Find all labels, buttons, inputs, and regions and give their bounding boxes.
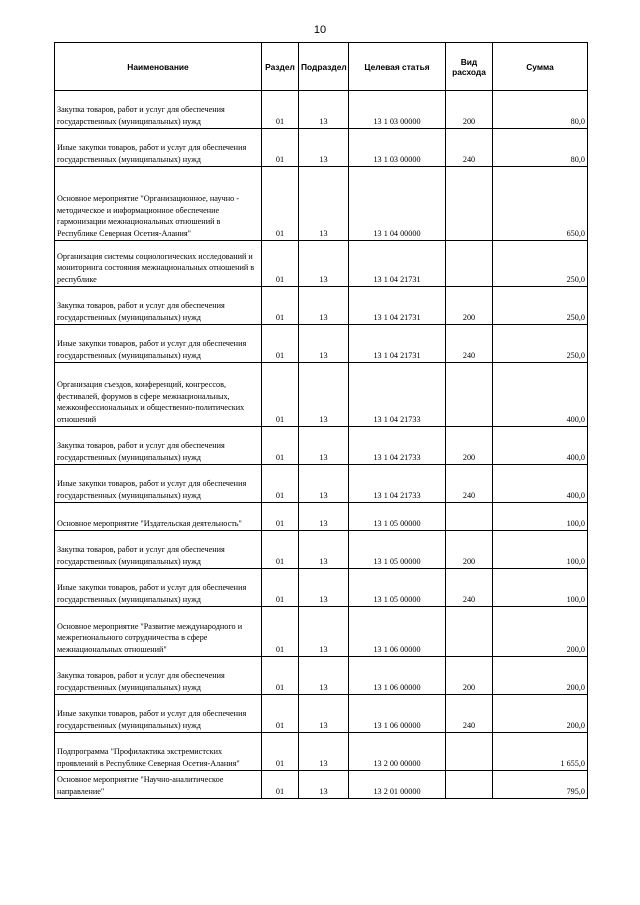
table-cell-section: 01 bbox=[262, 657, 299, 695]
table-row bbox=[55, 465, 588, 503]
table-cell-section: 01 bbox=[262, 91, 299, 129]
table-cell-name: Закупка товаров, работ и услуг для обеспечения государственных (муниципальных) нужд bbox=[55, 427, 262, 465]
table-cell-subsection: 13 bbox=[299, 287, 349, 325]
table-cell-section: 01 bbox=[262, 167, 299, 241]
table-row bbox=[55, 129, 588, 167]
table-cell-section: 01 bbox=[262, 129, 299, 167]
table-cell-expense-type: 200 bbox=[446, 427, 493, 465]
table-cell-amount: 200,0 bbox=[493, 607, 588, 657]
table-cell-target: 13 1 05 00000 bbox=[349, 503, 446, 531]
table-cell-name: Основное мероприятие "Развитие международного и межрегионального сотрудничества в сфере межнациональных отношений" bbox=[55, 607, 262, 657]
table-cell-name: Закупка товаров, работ и услуг для обеспечения государственных (муниципальных) нужд bbox=[55, 657, 262, 695]
table-cell-name: Организация системы социологических исследований и мониторинга состояния межнациональных отношений в республике bbox=[55, 241, 262, 287]
table-cell-subsection: 13 bbox=[299, 569, 349, 607]
table-row bbox=[55, 241, 588, 287]
table-cell-target: 13 1 04 21731 bbox=[349, 241, 446, 287]
table-row bbox=[55, 363, 588, 427]
table-row bbox=[55, 503, 588, 531]
table-cell-amount: 100,0 bbox=[493, 503, 588, 531]
table-cell-section: 01 bbox=[262, 363, 299, 427]
table-cell-section: 01 bbox=[262, 771, 299, 799]
table-cell-subsection: 13 bbox=[299, 241, 349, 287]
table-cell-name: Основное мероприятие "Издательская деятельность" bbox=[55, 503, 262, 531]
table-cell-section: 01 bbox=[262, 287, 299, 325]
table-row bbox=[55, 733, 588, 771]
table-cell-amount: 400,0 bbox=[493, 363, 588, 427]
table-cell-target: 13 1 04 00000 bbox=[349, 167, 446, 241]
table-cell-expense-type: 200 bbox=[446, 531, 493, 569]
table-cell-expense-type: 240 bbox=[446, 695, 493, 733]
table-row bbox=[55, 167, 588, 241]
table-cell-section: 01 bbox=[262, 531, 299, 569]
table-cell-section: 01 bbox=[262, 427, 299, 465]
table-cell-target: 13 1 04 21731 bbox=[349, 287, 446, 325]
table-cell-expense-type: 240 bbox=[446, 129, 493, 167]
header-name: Наименование bbox=[55, 43, 262, 91]
table-cell-section: 01 bbox=[262, 695, 299, 733]
table-cell-expense-type bbox=[446, 503, 493, 531]
table-cell-name: Иные закупки товаров, работ и услуг для обеспечения государственных (муниципальных) нужд bbox=[55, 695, 262, 733]
table-cell-subsection: 13 bbox=[299, 503, 349, 531]
table-row bbox=[55, 287, 588, 325]
table-cell-expense-type bbox=[446, 733, 493, 771]
table-cell-expense-type: 240 bbox=[446, 325, 493, 363]
table-cell-amount: 1 655,0 bbox=[493, 733, 588, 771]
table-cell-target: 13 1 06 00000 bbox=[349, 607, 446, 657]
table-cell-amount: 250,0 bbox=[493, 325, 588, 363]
table-cell-subsection: 13 bbox=[299, 657, 349, 695]
table-cell-amount: 80,0 bbox=[493, 91, 588, 129]
header-subsection: Подраздел bbox=[299, 43, 349, 91]
table-cell-target: 13 1 06 00000 bbox=[349, 695, 446, 733]
header-section: Раздел bbox=[262, 43, 299, 91]
table-row bbox=[55, 657, 588, 695]
table-cell-amount: 200,0 bbox=[493, 695, 588, 733]
table-cell-expense-type: 200 bbox=[446, 287, 493, 325]
table-row bbox=[55, 569, 588, 607]
table-row bbox=[55, 427, 588, 465]
table-cell-section: 01 bbox=[262, 733, 299, 771]
table-cell-subsection: 13 bbox=[299, 427, 349, 465]
table-cell-target: 13 1 05 00000 bbox=[349, 569, 446, 607]
table-cell-subsection: 13 bbox=[299, 129, 349, 167]
table-cell-amount: 650,0 bbox=[493, 167, 588, 241]
table-header-row bbox=[55, 43, 588, 91]
table-cell-target: 13 1 04 21733 bbox=[349, 465, 446, 503]
table-cell-name: Закупка товаров, работ и услуг для обеспечения государственных (муниципальных) нужд bbox=[55, 287, 262, 325]
table-cell-amount: 250,0 bbox=[493, 241, 588, 287]
table-cell-amount: 100,0 bbox=[493, 569, 588, 607]
table-cell-amount: 400,0 bbox=[493, 465, 588, 503]
table-cell-target: 13 1 03 00000 bbox=[349, 129, 446, 167]
table-cell-subsection: 13 bbox=[299, 167, 349, 241]
table-cell-subsection: 13 bbox=[299, 531, 349, 569]
table-row bbox=[55, 531, 588, 569]
table-cell-target: 13 1 05 00000 bbox=[349, 531, 446, 569]
table-cell-expense-type: 240 bbox=[446, 465, 493, 503]
table-cell-section: 01 bbox=[262, 465, 299, 503]
table-cell-subsection: 13 bbox=[299, 695, 349, 733]
table-cell-amount: 400,0 bbox=[493, 427, 588, 465]
table-cell-section: 01 bbox=[262, 607, 299, 657]
table-cell-amount: 250,0 bbox=[493, 287, 588, 325]
table-cell-expense-type bbox=[446, 363, 493, 427]
table-cell-name: Основное мероприятие "Научно-аналитическое направление" bbox=[55, 771, 262, 799]
table-cell-subsection: 13 bbox=[299, 325, 349, 363]
table-row bbox=[55, 607, 588, 657]
table-cell-name: Иные закупки товаров, работ и услуг для обеспечения государственных (муниципальных) нужд bbox=[55, 325, 262, 363]
table-cell-target: 13 2 00 00000 bbox=[349, 733, 446, 771]
table-cell-amount: 200,0 bbox=[493, 657, 588, 695]
header-expense-type: Вид расхода bbox=[446, 43, 493, 91]
table-cell-target: 13 1 04 21733 bbox=[349, 363, 446, 427]
table-cell-subsection: 13 bbox=[299, 465, 349, 503]
table-cell-name: Иные закупки товаров, работ и услуг для обеспечения государственных (муниципальных) нужд bbox=[55, 129, 262, 167]
table-cell-subsection: 13 bbox=[299, 771, 349, 799]
table-cell-expense-type: 200 bbox=[446, 91, 493, 129]
table-row bbox=[55, 695, 588, 733]
table-cell-target: 13 1 03 00000 bbox=[349, 91, 446, 129]
table-cell-expense-type: 200 bbox=[446, 657, 493, 695]
table-cell-target: 13 1 04 21733 bbox=[349, 427, 446, 465]
table-cell-subsection: 13 bbox=[299, 607, 349, 657]
table-cell-target: 13 1 04 21731 bbox=[349, 325, 446, 363]
table-cell-subsection: 13 bbox=[299, 733, 349, 771]
table-row bbox=[55, 91, 588, 129]
table-cell-name: Иные закупки товаров, работ и услуг для обеспечения государственных (муниципальных) нужд bbox=[55, 465, 262, 503]
header-target: Целевая статья bbox=[349, 43, 446, 91]
table-cell-section: 01 bbox=[262, 241, 299, 287]
table-cell-target: 13 2 01 00000 bbox=[349, 771, 446, 799]
table-cell-amount: 795,0 bbox=[493, 771, 588, 799]
table-cell-subsection: 13 bbox=[299, 91, 349, 129]
table-cell-expense-type: 240 bbox=[446, 569, 493, 607]
table-cell-expense-type bbox=[446, 167, 493, 241]
table-cell-expense-type bbox=[446, 241, 493, 287]
table-cell-name: Основное мероприятие "Организационное, научно - методическое и информационное обеспечение гармонизации межнациональных отношений в Республике Северная Осетия-Алания" bbox=[55, 167, 262, 241]
table-cell-name: Организация съездов, конференций, конгрессов, фестивалей, форумов в сфере межнациональных, межконфессиональных и общественно-политических отношений bbox=[55, 363, 262, 427]
table-cell-amount: 100,0 bbox=[493, 531, 588, 569]
table-cell-section: 01 bbox=[262, 325, 299, 363]
budget-table bbox=[54, 42, 588, 799]
table-cell-subsection: 13 bbox=[299, 363, 349, 427]
header-amount: Сумма bbox=[493, 43, 588, 91]
table-cell-section: 01 bbox=[262, 569, 299, 607]
table-cell-name: Иные закупки товаров, работ и услуг для обеспечения государственных (муниципальных) нужд bbox=[55, 569, 262, 607]
table-cell-expense-type bbox=[446, 771, 493, 799]
table-cell-expense-type bbox=[446, 607, 493, 657]
table-cell-name: Закупка товаров, работ и услуг для обеспечения государственных (муниципальных) нужд bbox=[55, 531, 262, 569]
table-row bbox=[55, 771, 588, 799]
table-row bbox=[55, 325, 588, 363]
page-number: 10 bbox=[313, 24, 327, 36]
table-cell-name: Закупка товаров, работ и услуг для обеспечения государственных (муниципальных) нужд bbox=[55, 91, 262, 129]
table-cell-name: Подпрограмма "Профилактика экстремистских проявлений в Республике Северная Осетия-Алания" bbox=[55, 733, 262, 771]
table-cell-section: 01 bbox=[262, 503, 299, 531]
table-cell-amount: 80,0 bbox=[493, 129, 588, 167]
table-cell-target: 13 1 06 00000 bbox=[349, 657, 446, 695]
